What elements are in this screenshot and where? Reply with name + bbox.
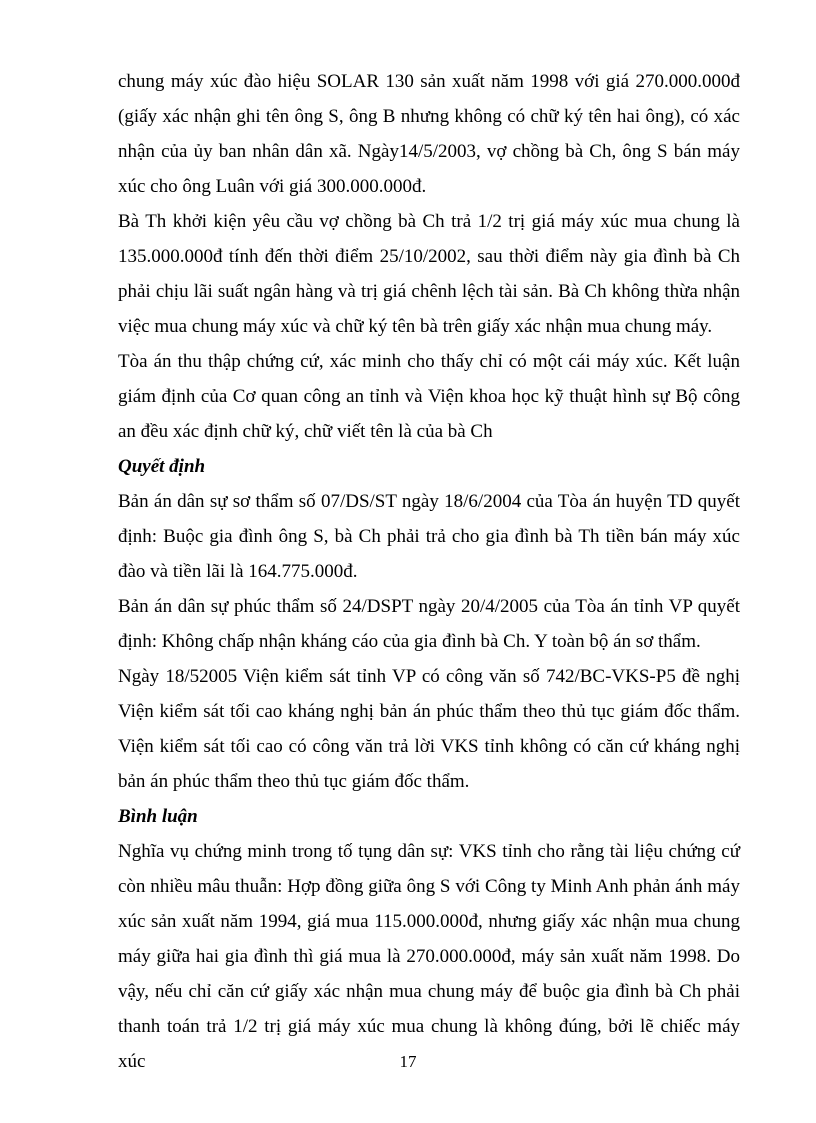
paragraph: Bà Th khởi kiện yêu cầu vợ chồng bà Ch trả 1/2 trị giá máy xúc mua chung là 135.000.000đ tính đến thời điểm 25/10/2002, sau thời điểm này gia đình bà Ch phải chịu lãi suất ngân hàng và trị giá chênh lệch tài sản. Bà Ch không thừa nhận việc mua chung máy xúc và chữ ký tên bà trên giấy xác nhận mua chung máy. [118,211,740,337]
paragraph: Nghĩa vụ chứng minh trong tố tụng dân sự: VKS tỉnh cho rằng tài liệu chứng cứ còn nhiều mâu thuẫn: Hợp đồng giữa ông S với Công ty Minh Anh phản ánh máy xúc sản xuất năm 1994, giá mua 115.000.000đ, nhưng giấy xác nhận mua chung máy giữa hai gia đình thì giá mua là 270.000.000đ, máy sản xuất năm 1998. Do vậy, nếu chỉ căn cứ giấy xác nhận mua chung máy để buộc gia đình bà Ch phải thanh toán trả 1/2 trị giá máy xúc mua chung là không đúng, bởi lẽ chiếc máy xúc [118,841,740,1072]
section-heading-decision: Quyết định [118,456,206,477]
paragraph: Bản án dân sự phúc thẩm số 24/DSPT ngày 20/4/2005 của Tòa án tỉnh VP quyết định: Không chấp nhận kháng cáo của gia đình bà Ch. Y toàn bộ án sơ thẩm. [118,596,740,652]
paragraph: chung máy xúc đào hiệu SOLAR 130 sản xuất năm 1998 với giá 270.000.000đ (giấy xác nhận ghi tên ông S, ông B nhưng không có chữ ký tên hai ông), có xác nhận của ủy ban nhân dân xã. Ngày14/5/2003, vợ chồng bà Ch, ông S bán máy xúc cho ông Luân với giá 300.000.000đ. [118,71,740,197]
paragraph: Ngày 18/52005 Viện kiểm sát tỉnh VP có công văn số 742/BC-VKS-P5 đề nghị Viện kiểm sát tối cao kháng nghị bản án phúc thẩm theo thủ tục giám đốc thẩm. Viện kiểm sát tối cao có công văn trả lời VKS tỉnh không có căn cứ kháng nghị bản án phúc thẩm theo thủ tục giám đốc thẩm. [118,666,740,792]
paragraph: Bản án dân sự sơ thẩm số 07/DS/ST ngày 18/6/2004 của Tòa án huyện TD quyết định: Buộc gia đình ông S, bà Ch phải trả cho gia đình bà Th tiền bán máy xúc đào và tiền lãi là 164.775.000đ. [118,491,740,582]
page-number: 17 [399,1052,417,1071]
paragraph: Tòa án thu thập chứng cứ, xác minh cho thấy chỉ có một cái máy xúc. Kết luận giám định của Cơ quan công an tỉnh và Viện khoa học kỹ thuật hình sự Bộ công an đều xác định chữ ký, chữ viết tên là của bà Ch [118,351,740,442]
document-page [118,64,740,1079]
section-heading-commentary: Bình luận [118,806,198,827]
